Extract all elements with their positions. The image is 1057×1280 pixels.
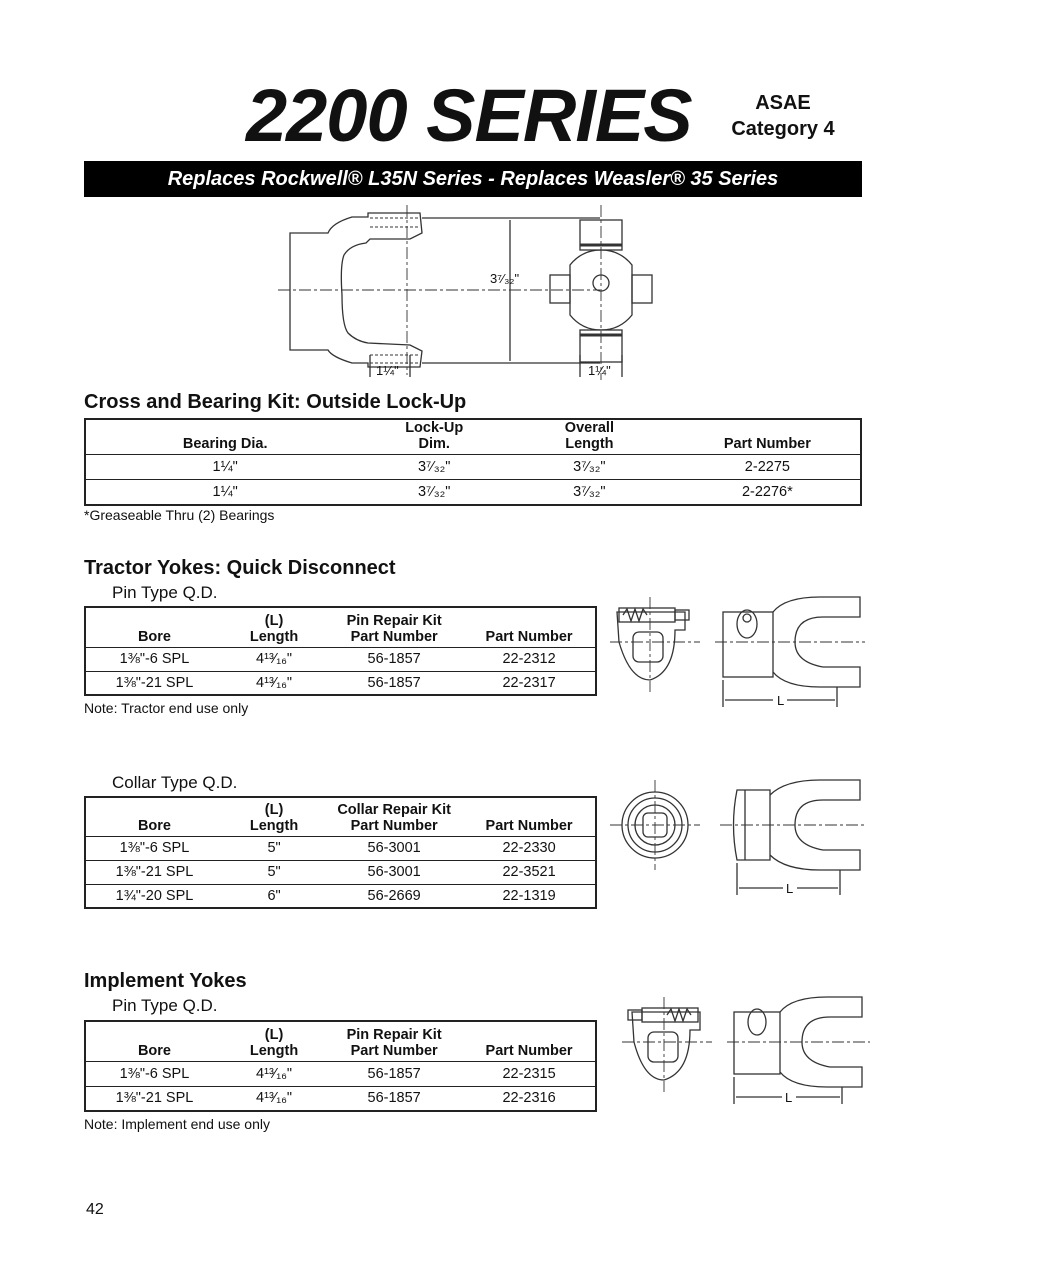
column-header-text: Part Number bbox=[350, 1042, 438, 1059]
replaces-banner: Replaces Rockwell® L35N Series - Replaces Weasler® 35 Series bbox=[84, 161, 862, 197]
table-cell: 4¹³⁄₁₆" bbox=[223, 671, 325, 695]
column-header bbox=[675, 419, 861, 455]
column-header-text: Pin Repair Kit bbox=[346, 612, 442, 629]
table-row bbox=[85, 647, 596, 671]
length-dim-label: L bbox=[785, 1090, 793, 1105]
table-cell: 22-2312 bbox=[463, 647, 596, 671]
implement-note: Note: Implement end use only bbox=[84, 1116, 270, 1132]
implement-pin-subtitle: Pin Type Q.D. bbox=[112, 996, 218, 1015]
table-cell: 2-2276* bbox=[675, 480, 861, 505]
header-row bbox=[85, 419, 861, 455]
column-header bbox=[463, 607, 596, 647]
table-cell: 5" bbox=[223, 836, 325, 860]
column-header-text: Dim. bbox=[418, 436, 450, 452]
table-cell: 1⅜"-21 SPL bbox=[85, 1086, 223, 1111]
table-cell: 1⅜"-21 SPL bbox=[85, 860, 223, 884]
table-row bbox=[85, 860, 596, 884]
column-header-text: Part Number bbox=[350, 628, 438, 645]
table-cell: 1¼" bbox=[85, 455, 364, 480]
column-header bbox=[223, 797, 325, 836]
header-row bbox=[85, 607, 596, 647]
column-header-text: Part Number bbox=[723, 436, 811, 452]
table-cell: 56-1857 bbox=[325, 1086, 463, 1111]
column-header bbox=[85, 419, 364, 455]
table-row bbox=[85, 455, 861, 480]
length-dim-label: L bbox=[777, 693, 785, 708]
table-cell: 1¾"-20 SPL bbox=[85, 884, 223, 908]
length-dim-label: L bbox=[786, 881, 794, 896]
column-header-text: Bore bbox=[137, 1042, 171, 1059]
column-header bbox=[85, 607, 223, 647]
header-row bbox=[85, 1021, 596, 1061]
table-cell: 5" bbox=[223, 860, 325, 884]
column-header bbox=[463, 797, 596, 836]
column-header-text: Lock-Up bbox=[405, 420, 464, 436]
column-header bbox=[223, 607, 325, 647]
table-row bbox=[85, 884, 596, 908]
tractor-collar-subtitle: Collar Type Q.D. bbox=[112, 773, 238, 792]
cross-kit-footnote: *Greaseable Thru (2) Bearings bbox=[84, 507, 275, 523]
table-cell: 4¹³⁄₁₆" bbox=[223, 647, 325, 671]
table-cell: 4¹³⁄₁₆" bbox=[223, 1061, 325, 1086]
tractor-pin-subtitle: Pin Type Q.D. bbox=[112, 583, 218, 602]
table-row bbox=[85, 1061, 596, 1086]
column-header bbox=[85, 797, 223, 836]
column-header-text: Length bbox=[565, 436, 614, 452]
asae-label: ASAE bbox=[755, 92, 811, 114]
column-header-text: Length bbox=[249, 1042, 299, 1059]
column-header-text: (L) bbox=[264, 1026, 284, 1043]
lockup-dim-label: 3⁷⁄₃₂" bbox=[490, 271, 520, 286]
column-header-text: Part Number bbox=[350, 817, 438, 834]
implement-yokes-title: Implement Yokes bbox=[84, 970, 247, 992]
table-cell: 1¼" bbox=[85, 480, 364, 505]
category-label: Category 4 bbox=[731, 118, 835, 140]
column-header-text: Bearing Dia. bbox=[182, 436, 268, 452]
column-header-text: Part Number bbox=[485, 817, 573, 834]
column-header bbox=[325, 797, 463, 836]
table-cell: 56-1857 bbox=[325, 671, 463, 695]
column-header bbox=[85, 1021, 223, 1061]
table-row bbox=[85, 671, 596, 695]
table-cell: 22-1319 bbox=[463, 884, 596, 908]
column-header-text: Part Number bbox=[485, 628, 573, 645]
cross-kit-table bbox=[84, 418, 862, 506]
column-header-text: (L) bbox=[264, 801, 284, 818]
implement-pin-yoke-drawing bbox=[612, 992, 872, 1107]
table-cell: 6" bbox=[223, 884, 325, 908]
tractor-yokes-title: Tractor Yokes: Quick Disconnect bbox=[84, 557, 396, 579]
asae-category bbox=[722, 90, 844, 142]
table-cell: 4¹³⁄₁₆" bbox=[223, 1086, 325, 1111]
table-cell: 2-2275 bbox=[675, 455, 861, 480]
header-row bbox=[85, 797, 596, 836]
column-header-text: Collar Repair Kit bbox=[337, 801, 451, 818]
series-title: 2200 SERIES bbox=[246, 74, 692, 157]
cross-bearing-dim: 1¼" bbox=[588, 363, 611, 378]
table-cell: 1⅜"-6 SPL bbox=[85, 1061, 223, 1086]
table-cell: 22-2315 bbox=[463, 1061, 596, 1086]
tractor-note: Note: Tractor end use only bbox=[84, 700, 249, 716]
table-cell: 22-2316 bbox=[463, 1086, 596, 1111]
tractor-pin-yoke-drawing bbox=[605, 592, 865, 712]
table-cell: 56-1857 bbox=[325, 647, 463, 671]
table-row bbox=[85, 1086, 596, 1111]
column-header bbox=[223, 1021, 325, 1061]
table-cell: 22-2330 bbox=[463, 836, 596, 860]
table-cell: 3⁷⁄₃₂" bbox=[504, 455, 675, 480]
table-cell: 56-3001 bbox=[325, 836, 463, 860]
yoke-cross-diagram bbox=[270, 205, 690, 385]
column-header-text: Length bbox=[249, 817, 299, 834]
column-header bbox=[504, 419, 675, 455]
column-header-text: Part Number bbox=[485, 1042, 573, 1059]
table-cell: 3⁷⁄₃₂" bbox=[504, 480, 675, 505]
table-cell: 1⅜"-6 SPL bbox=[85, 836, 223, 860]
table-cell: 22-3521 bbox=[463, 860, 596, 884]
table-cell: 56-2669 bbox=[325, 884, 463, 908]
yoke-bearing-dim: 1¼" bbox=[376, 363, 399, 378]
table-cell: 1⅜"-6 SPL bbox=[85, 647, 223, 671]
column-header-text: Overall bbox=[564, 420, 614, 436]
table-cell: 56-3001 bbox=[325, 860, 463, 884]
tractor-collar-yoke-drawing bbox=[605, 775, 865, 900]
tractor-pin-table bbox=[84, 606, 597, 696]
table-cell: 22-2317 bbox=[463, 671, 596, 695]
column-header bbox=[325, 1021, 463, 1061]
column-header-text: Pin Repair Kit bbox=[346, 1026, 442, 1043]
page-number: 42 bbox=[86, 1201, 104, 1218]
table-row bbox=[85, 836, 596, 860]
cross-kit-title: Cross and Bearing Kit: Outside Lock-Up bbox=[84, 391, 467, 413]
table-cell: 56-1857 bbox=[325, 1061, 463, 1086]
table-cell: 1⅜"-21 SPL bbox=[85, 671, 223, 695]
column-header-text: Length bbox=[249, 628, 299, 645]
table-cell: 3⁷⁄₃₂" bbox=[364, 480, 504, 505]
column-header-text: (L) bbox=[264, 612, 284, 629]
column-header bbox=[325, 607, 463, 647]
tractor-collar-table bbox=[84, 796, 597, 909]
table-row bbox=[85, 480, 861, 505]
column-header-text: Bore bbox=[137, 628, 171, 645]
column-header bbox=[463, 1021, 596, 1061]
implement-pin-table bbox=[84, 1020, 597, 1112]
column-header-text: Bore bbox=[137, 817, 171, 834]
table-cell: 3⁷⁄₃₂" bbox=[364, 455, 504, 480]
column-header bbox=[364, 419, 504, 455]
